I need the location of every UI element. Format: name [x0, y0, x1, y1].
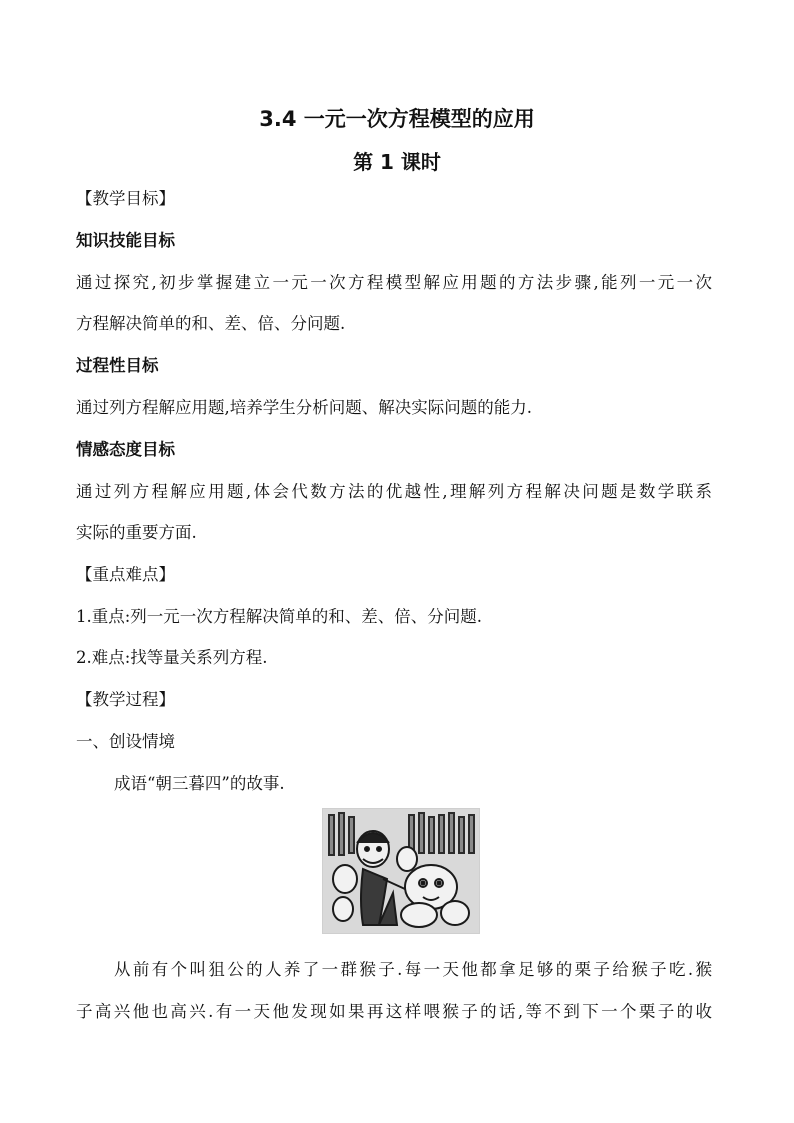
knowledge-line-1: 通过探究,初步掌握建立一元一次方程模型解应用题的方法步骤,能列一元一次 [76, 273, 712, 292]
story-line-2: 子高兴他也高兴.有一天他发现如果再这样喂猴子的话,等不到下一个栗子的收 [76, 1002, 712, 1021]
emotion-line-1: 通过列方程解应用题,体会代数方法的优越性,理解列方程解决问题是数学联系 [76, 482, 712, 501]
story-intro: 成语“朝三暮四”的故事. [114, 774, 285, 793]
knowledge-line-2: 方程解决简单的和、差、倍、分问题. [76, 314, 346, 333]
process-section-heading: 【教学过程】 [76, 690, 175, 709]
objectives-heading: 【教学目标】 [76, 189, 175, 208]
process-heading: 过程性目标 [76, 356, 159, 375]
key-point-item-1: 1.重点:列一元一次方程解决简单的和、差、倍、分问题. [76, 607, 483, 626]
knowledge-heading: 知识技能目标 [76, 231, 175, 250]
key-point-item-2: 2.难点:找等量关系列方程. [76, 648, 268, 667]
lesson-subtitle: 第 1 课时 [353, 150, 441, 174]
document-title: 3.4 一元一次方程模型的应用 [259, 107, 535, 131]
section-one-heading: 一、创设情境 [76, 732, 175, 751]
process-line-1: 通过列方程解应用题,培养学生分析问题、解决实际问题的能力. [76, 398, 532, 417]
monkey-keeper-illustration-icon [322, 808, 480, 934]
emotion-line-2: 实际的重要方面. [76, 523, 197, 542]
story-line-1: 从前有个叫狙公的人养了一群猴子.每一天他都拿足够的栗子给猴子吃.猴 [114, 960, 712, 979]
emotion-heading: 情感态度目标 [76, 440, 175, 459]
key-points-heading: 【重点难点】 [76, 565, 175, 584]
